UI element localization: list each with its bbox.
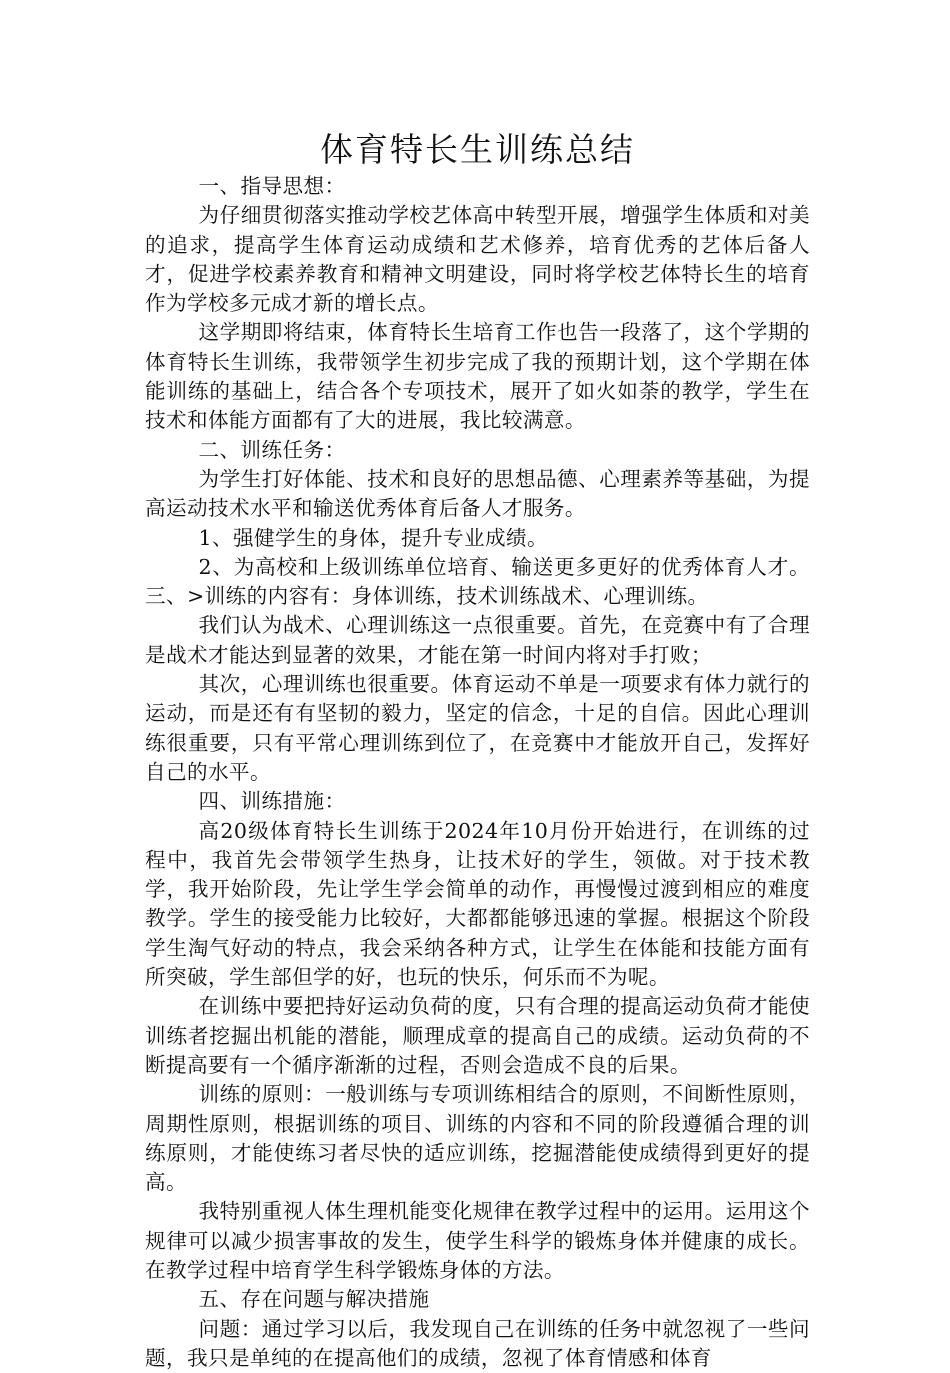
document-title: 体育特长生训练总结 [320,130,635,169]
paragraph: 这学期即将结束，体育特长生培育工作也告一段落了，这个学期的体育特长生训练，我带领学生初步完成了我的预期计划，这个学期在体能训练的基础上，结合各个专项技术，展开了如火如荼的教学，学生在技术和体能方面都有了大的进展，我比较满意。 [145,320,810,433]
section-heading-training-tasks: 二、训练任务： [198,437,346,462]
section-heading-guiding-thought: 一、指导思想： [198,174,346,198]
section-heading-training-measures: 四、训练措施： [198,789,346,814]
document-body [145,128,810,1373]
paragraph: 其次，心理训练也很重要。体育运动不单是一项要求有体力就行的运动，而是还有有坚韧的毅力，坚定的信念，十足的自信。因此心理训练很重要，只有平常心理训练到位了，在竞赛中才能放开自己，发挥好自己的水平。 [145,672,810,784]
section-heading-problems: 五、存在问题与解决措施 [198,1287,430,1312]
paragraph: 为仔细贯彻落实推动学校艺体高中转型开展，增强学生体质和对美的追求，提高学生体育运动成绩和艺术修养，培育优秀的艺体后备人才，促进学校素养教育和精神文明建设，同时将学校艺体特长生的培育作为学校多元成才新的增长点。 [145,203,810,316]
paragraph: 为学生打好体能、技术和良好的思想品德、心理素养等基础，为提高运动技术水平和输送优秀体育后备人才服务。 [145,466,810,521]
list-item: 2、为高校和上级训练单位培育、输送更多更好的优秀体育人才。三、>训练的内容有：身体训练，技术训练战术、心理训练。 [145,554,810,609]
paragraph: 我特别重视人体生理机能变化规律在教学过程中的运用。运用这个规律可以减少损害事故的发生，使学生科学的锻炼身体并健康的成长。在教学过程中培育学生科学锻炼身体的方法。 [145,1199,810,1282]
list-item: 1、强健学生的身体，提升专业成绩。 [198,525,548,550]
paragraph: 在训练中要把持好运动负荷的度，只有合理的提高运动负荷才能使训练者挖掘出机能的潜能，顺理成章的提高自己的成绩。运动负荷的不断提高要有一个循序渐渐的过程，否则会造成不良的后果。 [145,994,810,1077]
paragraph: 我们认为战术、心理训练这一点很重要。首先，在竞赛中有了合理是战术才能达到显著的效果，才能在第一时间内将对手打败； [145,613,810,667]
paragraph: 高20级体育特长生训练于2024年10月份开始进行，在训练的过程中，我首先会带领学生热身，让技术好的学生，领做。对于技术教学，我开始阶段，先让学生学会简单的动作，再慢慢过渡到相应的难度教学。学生的接受能力比较好，大都都能够迅速的掌握。根据这个阶段学生淘气好动的特点，我会采纳各种方式，让学生在体能和技能方面有所突破，学生部但学的好，也玩的快乐，何乐而不为呢。 [145,818,810,990]
paragraph: 问题：通过学习以后，我发现自己在训练的任务中就忽视了一些问题，我只是单纯的在提高他们的成绩，忽视了体育情感和体育 [145,1316,810,1370]
paragraph: 训练的原则：一般训练与专项训练相结合的原则，不间断性原则，周期性原则，根据训练的项目、训练的内容和不同的阶段遵循合理的训练原则，才能使练习者尽快的适应训练，挖掘潜能使成绩得到更好的提高。 [145,1082,810,1195]
